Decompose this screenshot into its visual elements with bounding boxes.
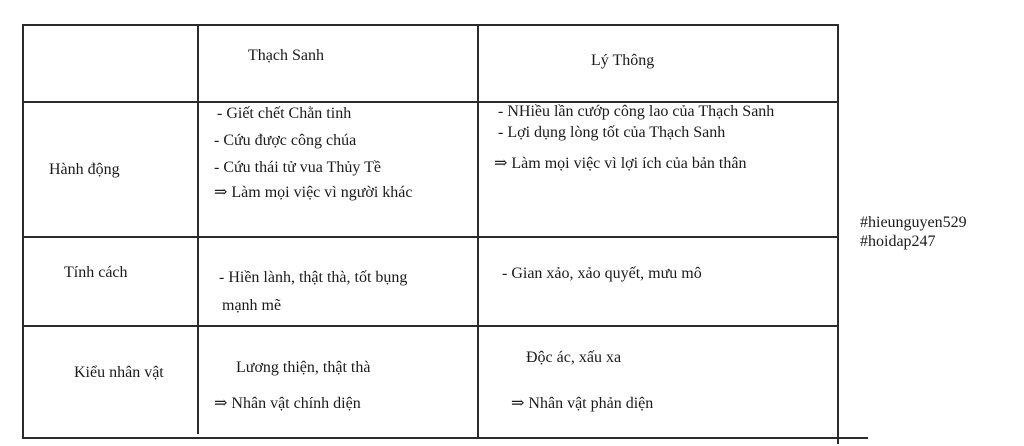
- border-col2: [477, 24, 479, 438]
- row-label-hanh-dong: Hành động: [49, 161, 120, 178]
- cell-tinh-cach-thach-sanh-1: - Hiền lành, thật thà, tốt bụng: [219, 269, 408, 286]
- cell-hanh-dong-thach-sanh-1: - Giết chết Chằn tinh: [217, 105, 352, 122]
- hashtag-1: #hieunguyen529: [860, 214, 967, 231]
- cell-hanh-dong-thach-sanh-2: - Cứu được công chúa: [214, 132, 357, 149]
- header-ly-thong: Lý Thông: [591, 52, 655, 69]
- header-thach-sanh: Thạch Sanh: [248, 47, 324, 64]
- cell-hanh-dong-ly-thong-3: ⇒ Làm mọi việc vì lợi ích của bản thân: [494, 155, 747, 172]
- cell-kieu-ly-thong-2: ⇒ Nhân vật phản diện: [511, 395, 654, 412]
- cell-hanh-dong-ly-thong-2: - Lợi dụng lòng tốt của Thạch Sanh: [498, 124, 726, 141]
- row-label-kieu-nhan-vat: Kiểu nhân vật: [74, 364, 164, 381]
- cell-tinh-cach-thach-sanh-2: mạnh mẽ: [222, 297, 282, 314]
- border-right: [837, 24, 839, 444]
- hashtag-2: #hoidap247: [860, 233, 936, 250]
- cell-tinh-cach-ly-thong-1: - Gian xảo, xảo quyết, mưu mô: [502, 265, 702, 282]
- cell-hanh-dong-thach-sanh-4: ⇒ Làm mọi việc vì người khác: [214, 184, 413, 201]
- border-left: [22, 24, 24, 438]
- cell-kieu-ly-thong-1: Độc ác, xấu xa: [526, 349, 622, 366]
- cell-kieu-thach-sanh-2: ⇒ Nhân vật chính diện: [214, 395, 361, 412]
- cell-hanh-dong-ly-thong-1: - NHiều lần cướp công lao của Thạch Sanh: [498, 103, 775, 120]
- cell-hanh-dong-thach-sanh-3: - Cứu thái tử vua Thủy Tề: [214, 159, 381, 176]
- border-row2: [22, 236, 838, 238]
- cell-kieu-thach-sanh-1: Lương thiện, thật thà: [236, 359, 371, 376]
- border-top: [22, 24, 838, 26]
- border-row3: [22, 325, 838, 327]
- row-label-tinh-cach: Tính cách: [64, 264, 128, 281]
- border-col1: [197, 24, 199, 434]
- border-bottom: [22, 437, 868, 439]
